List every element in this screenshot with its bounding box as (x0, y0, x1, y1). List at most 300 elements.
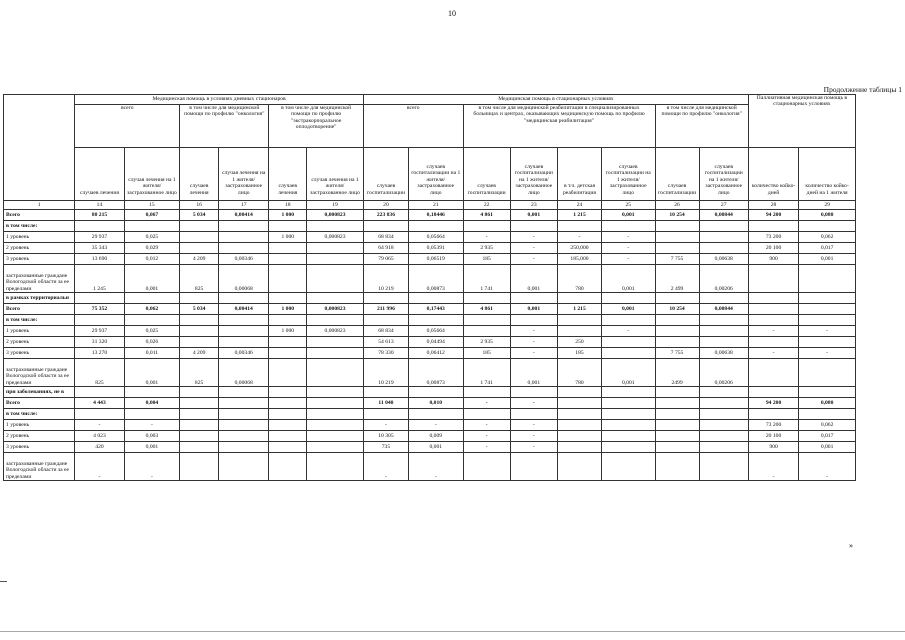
table-cell: - (602, 243, 656, 254)
table-cell: - (510, 442, 557, 453)
table-cell (655, 315, 699, 326)
table-cell (219, 453, 269, 481)
table-cell (307, 293, 364, 304)
table-cell: 80 215 (75, 210, 124, 221)
table-cell (557, 453, 601, 481)
table-cell (180, 221, 219, 232)
table-cell: 94 200 (748, 210, 798, 221)
table-cell (180, 409, 219, 420)
row-label-cell: в том числе: (4, 315, 75, 326)
table-cell: 79 065 (363, 254, 408, 265)
table-cell: 735 (363, 442, 408, 453)
table-cell (602, 409, 656, 420)
table-cell (269, 348, 307, 359)
table-cell (219, 431, 269, 442)
table-cell: 29 937 (75, 326, 124, 337)
table-cell (799, 387, 856, 398)
table-cell (307, 254, 364, 265)
table-cell: 1 245 (75, 265, 124, 293)
table-cell: 0,001 (409, 442, 464, 453)
row-label-cell: Всего (4, 398, 75, 409)
table-cell (180, 315, 219, 326)
table-cell (748, 359, 798, 387)
table-cell (409, 221, 464, 232)
row-label-cell: 1 уровень (4, 232, 75, 243)
table-cell: - (510, 232, 557, 243)
table-cell (699, 398, 748, 409)
table-cell (219, 221, 269, 232)
table-cell: 78 330 (363, 348, 408, 359)
table-cell (269, 221, 307, 232)
table-cell: 0,00206 (699, 359, 748, 387)
table-cell: 0,00844 (699, 210, 748, 221)
table-cell (180, 387, 219, 398)
page-number: 10 (448, 9, 456, 18)
table-cell: - (510, 326, 557, 337)
table-cell: 10 305 (363, 431, 408, 442)
table-row (4, 387, 856, 398)
table-cell: 0,001 (124, 359, 180, 387)
table-cell: 0,00414 (219, 210, 269, 221)
table-cell (219, 420, 269, 431)
row-label-cell: 1 уровень (4, 326, 75, 337)
header-day-eco: в том числе для медицинской помощи по профилю "экстракорпоральное оплодотворение" (269, 105, 364, 148)
table-cell: 0,001 (799, 442, 856, 453)
table-cell: - (748, 326, 798, 337)
table-cell: 0,06519 (409, 254, 464, 265)
table-cell (748, 265, 798, 293)
row-label-cell: 2 уровень (4, 337, 75, 348)
table-cell (307, 337, 364, 348)
table-cell: 0,18446 (409, 210, 464, 221)
header-stat-all: всего (363, 105, 463, 148)
table-cell (180, 337, 219, 348)
table-cell: 825 (75, 359, 124, 387)
table-cell (180, 420, 219, 431)
table-cell (655, 337, 699, 348)
table-cell: 250,000 (557, 243, 601, 254)
table-cell (602, 420, 656, 431)
table-row (4, 254, 856, 265)
table-cell: - (75, 420, 124, 431)
table-cell (748, 387, 798, 398)
section-label-cell: при заболеваниях, не в (4, 387, 75, 398)
table-cell (124, 387, 180, 398)
table-cell: 2 499 (655, 265, 699, 293)
table-cell (463, 293, 510, 304)
table-row (4, 431, 856, 442)
table-cell (75, 315, 124, 326)
table-row (4, 210, 856, 221)
table-row (4, 304, 856, 315)
table-cell (699, 221, 748, 232)
table-cell (557, 442, 601, 453)
col-header-22: случаев госпитализации (463, 148, 510, 201)
table-cell (463, 453, 510, 481)
table-row (4, 232, 856, 243)
table-cell: - (799, 348, 856, 359)
table-cell: 780 (557, 359, 601, 387)
table-cell (799, 221, 856, 232)
table-row (4, 442, 856, 453)
table-cell (180, 232, 219, 243)
table-cell: 10 254 (655, 210, 699, 221)
table-cell: 0,029 (124, 243, 180, 254)
row-label-cell: в том числе: (4, 221, 75, 232)
table-cell (699, 293, 748, 304)
table-cell: 0,001 (124, 265, 180, 293)
table-cell: - (463, 420, 510, 431)
col-header-14: случаев лечения (75, 148, 124, 201)
table-cell (219, 326, 269, 337)
table-cell: 0,080 (799, 210, 856, 221)
table-cell (699, 337, 748, 348)
table-cell (219, 337, 269, 348)
col-header-19: случая лечения на 1 жителя/застрахованное лицо (307, 148, 364, 201)
table-cell (463, 221, 510, 232)
table-cell: - (510, 398, 557, 409)
table-cell: 0,05391 (409, 243, 464, 254)
table-cell: - (602, 326, 656, 337)
table-cell: - (799, 453, 856, 481)
table-cell: - (463, 232, 510, 243)
table-cell (307, 348, 364, 359)
table-cell: 10 219 (363, 359, 408, 387)
row-label-cell: 2 уровень (4, 243, 75, 254)
table-cell: 250 (557, 337, 601, 348)
table-cell: 0,06412 (409, 348, 464, 359)
table-cell: 20 100 (748, 431, 798, 442)
table-cell (307, 315, 364, 326)
table-cell: 825 (180, 359, 219, 387)
table-cell (557, 431, 601, 442)
table-cell (748, 304, 798, 315)
table-cell: 7 755 (655, 254, 699, 265)
table-cell: 825 (180, 265, 219, 293)
table-cell: 29 937 (75, 232, 124, 243)
table-cell: 0,00638 (699, 254, 748, 265)
table-cell (799, 293, 856, 304)
table-cell: 0,00068 (219, 359, 269, 387)
table-cell (699, 431, 748, 442)
table-cell: 1 215 (557, 210, 601, 221)
table-cell (307, 431, 364, 442)
table-cell: - (510, 243, 557, 254)
table-cell: 1 741 (463, 265, 510, 293)
table-cell (269, 442, 307, 453)
table-cell: 13 690 (75, 254, 124, 265)
table-cell (602, 387, 656, 398)
table-cell (219, 315, 269, 326)
table-cell: - (463, 442, 510, 453)
table-cell (655, 420, 699, 431)
table-cell (124, 315, 180, 326)
column-number-cell: 24 (557, 201, 601, 210)
table-cell (799, 265, 856, 293)
table-cell: - (363, 420, 408, 431)
table-cell: 0,05664 (409, 326, 464, 337)
table-cell (307, 442, 364, 453)
table-cell: 0,000823 (307, 232, 364, 243)
table-cell: 900 (748, 442, 798, 453)
table-cell: 10 219 (363, 265, 408, 293)
table-cell (655, 442, 699, 453)
col-header-15: случая лечения на 1 жителя/застрахованное лицо (124, 148, 180, 201)
table-cell: 0,001 (799, 254, 856, 265)
table-cell: 185,000 (557, 254, 601, 265)
table-cell: 0,025 (124, 232, 180, 243)
table-cell (269, 293, 307, 304)
column-number-cell: 19 (307, 201, 364, 210)
table-cell (602, 221, 656, 232)
table-cell: 20 100 (748, 243, 798, 254)
table-cell: - (409, 453, 464, 481)
row-label-cell: 3 уровень (4, 254, 75, 265)
table-cell: 0,00873 (409, 265, 464, 293)
table-cell (602, 442, 656, 453)
table-cell: - (602, 232, 656, 243)
table-cell: 0,000823 (307, 304, 364, 315)
table-cell: 0,000823 (307, 210, 364, 221)
col-header-20: случаев госпитализации (363, 148, 408, 201)
column-number-cell: 16 (180, 201, 219, 210)
table-cell: 0,00346 (219, 348, 269, 359)
table-cell: - (463, 398, 510, 409)
table-cell: 0,001 (602, 304, 656, 315)
table-row (4, 348, 856, 359)
margin-tick (0, 581, 7, 582)
table-cell: 900 (748, 254, 798, 265)
table-cell: 0,00638 (699, 348, 748, 359)
table-cell (180, 453, 219, 481)
table-cell: - (510, 420, 557, 431)
table-cell (748, 221, 798, 232)
table-cell (799, 304, 856, 315)
table-cell: 10 254 (655, 304, 699, 315)
col-header-29: количество койко-дней на 1 жителя (799, 148, 856, 201)
header-day-hospital: Медицинская помощь в условиях дневных стационаров (75, 95, 364, 105)
table-cell: - (124, 453, 180, 481)
table-cell (363, 387, 408, 398)
table-cell (463, 387, 510, 398)
table-cell (748, 337, 798, 348)
table-cell: - (748, 348, 798, 359)
column-number-cell: 20 (363, 201, 408, 210)
table-cell (307, 359, 364, 387)
table-cell (269, 398, 307, 409)
table-cell: 0,001 (510, 265, 557, 293)
table-row (4, 453, 856, 481)
row-label-cell: 3 уровень (4, 442, 75, 453)
table-cell: 1 741 (463, 359, 510, 387)
table-cell: 4 023 (75, 431, 124, 442)
table-cell (602, 293, 656, 304)
table-cell: 2 935 (463, 337, 510, 348)
table-cell (269, 243, 307, 254)
table-cell: 0,011 (124, 348, 180, 359)
header-stat-oncology: в том числе для медицинской помощи по профилю "онкология" (655, 105, 748, 148)
column-number-cell: 18 (269, 201, 307, 210)
table-cell (799, 359, 856, 387)
table-cell (75, 387, 124, 398)
table-cell (748, 409, 798, 420)
table-cell: - (409, 420, 464, 431)
col-header-25: случаев госпитализации на 1 жителя/застрахованное лицо (602, 148, 656, 201)
column-number-cell: 25 (602, 201, 656, 210)
table-cell (699, 243, 748, 254)
table-cell (307, 409, 364, 420)
table-cell (699, 232, 748, 243)
header-day-oncology: в том числе для медицинской помощи по профилю "онкология" (180, 105, 269, 148)
table-cell: 0,004 (124, 398, 180, 409)
table-cell (655, 387, 699, 398)
table-cell: 0,00873 (409, 359, 464, 387)
table-cell: 5 034 (180, 210, 219, 221)
table-cell: - (363, 453, 408, 481)
table-cell (307, 453, 364, 481)
table-cell: 0,017 (799, 431, 856, 442)
table-row (4, 359, 856, 387)
continuation-mark: » (849, 541, 853, 550)
table-cell: 185 (557, 348, 601, 359)
table-cell (180, 243, 219, 254)
column-number-cell: 28 (748, 201, 798, 210)
table-cell (463, 326, 510, 337)
table-cell: 0,062 (799, 232, 856, 243)
column-number-cell: 26 (655, 201, 699, 210)
table-cell (799, 409, 856, 420)
table-cell (307, 398, 364, 409)
table-cell (557, 387, 601, 398)
table-cell (510, 315, 557, 326)
table-cell (269, 337, 307, 348)
row-label-cell: застрахованные граждане Вологодской области за ее пределами (4, 265, 75, 293)
column-number-cell: 23 (510, 201, 557, 210)
table-cell: 1 000 (269, 210, 307, 221)
table-cell (219, 387, 269, 398)
row-label-cell: застрахованные граждане Вологодской области за ее пределами (4, 359, 75, 387)
table-cell (602, 337, 656, 348)
table-cell (655, 431, 699, 442)
table-cell (363, 315, 408, 326)
row-label-cell: застрахованные граждане Вологодской области за ее пределами (4, 453, 75, 481)
table-cell (409, 409, 464, 420)
table-cell (557, 409, 601, 420)
table-continuation-caption: Продолжение таблицы 1 (823, 85, 902, 94)
table-cell: 0,001 (124, 442, 180, 453)
column-number-cell: 27 (699, 201, 748, 210)
column-number-cell: 17 (219, 201, 269, 210)
header-palliative: Паллиативная медицинская помощь в стационарных условиях (748, 95, 855, 148)
table-cell (269, 431, 307, 442)
table-cell (269, 359, 307, 387)
table-cell (307, 221, 364, 232)
table-row (4, 315, 856, 326)
table-cell: 0,05664 (409, 232, 464, 243)
table-cell: 0,067 (124, 210, 180, 221)
col-header-28: количество койко-дней (748, 148, 798, 201)
table-cell: 0,009 (409, 431, 464, 442)
table-cell (307, 265, 364, 293)
table-cell: 68 834 (363, 326, 408, 337)
header-row-label-cell (4, 95, 75, 201)
table-cell (219, 232, 269, 243)
table-cell: 73 200 (748, 232, 798, 243)
table-cell: 75 352 (75, 304, 124, 315)
table-cell: 780 (557, 265, 601, 293)
row-label-cell: Всего (4, 210, 75, 221)
table-cell: - (510, 337, 557, 348)
table-cell (699, 387, 748, 398)
table-cell: 0,062 (124, 304, 180, 315)
table-cell: 0,00346 (219, 254, 269, 265)
col-header-27: случаев госпитализации на 1 жителя/застрахованное лицо (699, 148, 748, 201)
table-row (4, 420, 856, 431)
header-inpatient: Медицинская помощь в стационарных условиях (363, 95, 748, 105)
table-cell (699, 453, 748, 481)
page-bottom-edge (0, 631, 905, 632)
table-cell: - (510, 254, 557, 265)
table-cell (269, 409, 307, 420)
table-cell: 11 040 (363, 398, 408, 409)
table-row (4, 265, 856, 293)
table-cell (699, 326, 748, 337)
table-cell: 1 215 (557, 304, 601, 315)
table-cell: 1 000 (269, 304, 307, 315)
column-number-cell: 22 (463, 201, 510, 210)
table-cell: - (510, 431, 557, 442)
table-cell (409, 387, 464, 398)
table-cell: 185 (463, 348, 510, 359)
table-cell (219, 442, 269, 453)
table-cell: 4 443 (75, 398, 124, 409)
table-cell: 0,00844 (699, 304, 748, 315)
table-cell (363, 221, 408, 232)
table-cell: 223 836 (363, 210, 408, 221)
table-cell (557, 293, 601, 304)
table-cell (799, 315, 856, 326)
row-label-cell: Всего (4, 304, 75, 315)
table-cell: 420 (75, 442, 124, 453)
table-cell: 0,010 (409, 398, 464, 409)
table-cell (269, 453, 307, 481)
header-day-all: всего (75, 105, 180, 148)
table-cell (75, 409, 124, 420)
table-cell: 73 200 (748, 420, 798, 431)
table-cell (557, 398, 601, 409)
table-row (4, 398, 856, 409)
table-cell (655, 221, 699, 232)
row-label-cell: 3 уровень (4, 348, 75, 359)
table-cell: 2499 (655, 359, 699, 387)
table-cell: 0,062 (799, 420, 856, 431)
table-cell (510, 293, 557, 304)
table-cell (269, 315, 307, 326)
table-cell: 0,001 (510, 304, 557, 315)
table-cell (269, 254, 307, 265)
table-cell: 0,001 (510, 359, 557, 387)
table-cell (699, 420, 748, 431)
table-cell (655, 243, 699, 254)
table-cell: 0,017 (799, 243, 856, 254)
table-cell: 0,003 (124, 431, 180, 442)
table-cell: 54 613 (363, 337, 408, 348)
table-cell: 0,080 (799, 398, 856, 409)
column-number-cell: 15 (124, 201, 180, 210)
table-row (4, 409, 856, 420)
table-cell (307, 243, 364, 254)
table-cell: 0,001 (510, 210, 557, 221)
